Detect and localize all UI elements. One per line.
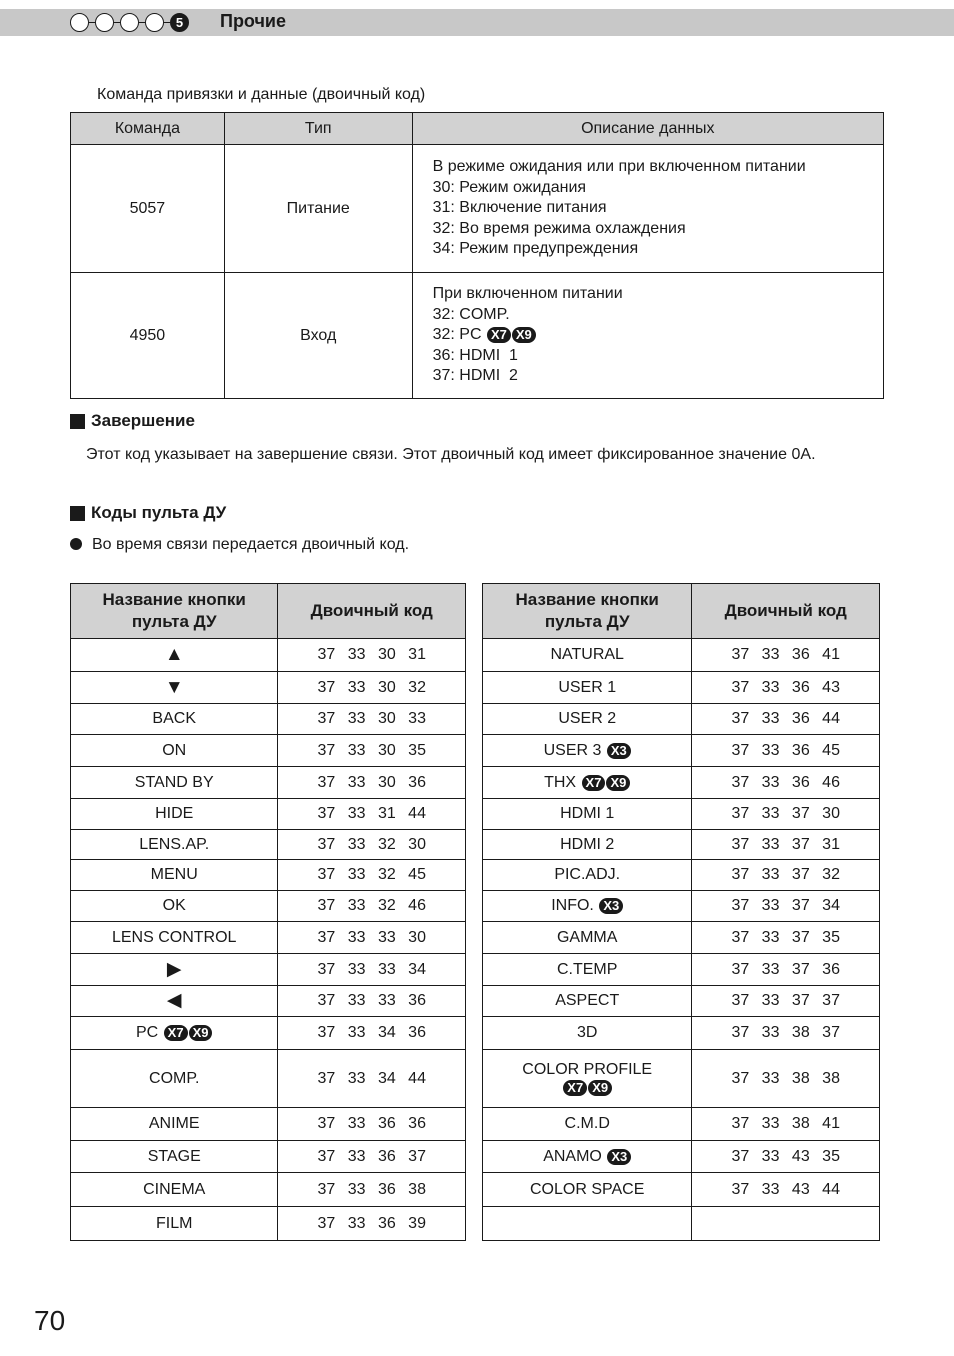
binary-code: 37 33 36 37 xyxy=(278,1141,466,1173)
binary-code: 37 33 33 30 xyxy=(278,922,466,954)
description-line: 32: PC X7 X9 xyxy=(433,325,883,346)
table-row xyxy=(71,145,884,273)
description-line: При включенном питании xyxy=(432,285,623,303)
binary-code: 37 33 37 37 xyxy=(692,986,880,1017)
table-row xyxy=(71,891,466,922)
table-row xyxy=(71,1017,466,1050)
binary-code: 37 33 37 34 xyxy=(692,891,880,922)
command-description xyxy=(412,273,883,399)
binary-code: 37 33 37 31 xyxy=(692,830,880,860)
command-type: Питание xyxy=(224,145,412,273)
model-badge: X7 xyxy=(487,327,511,343)
button-name: C.TEMP xyxy=(483,954,692,986)
button-name: ON xyxy=(71,735,278,767)
binary-code: 37 33 36 39 xyxy=(278,1207,466,1241)
step-circle-current: 5 xyxy=(170,13,189,32)
button-name: ◀ xyxy=(71,986,278,1017)
binary-code: 37 33 36 46 xyxy=(692,767,880,799)
button-name: USER 1 xyxy=(483,672,692,704)
step-circle-1 xyxy=(70,13,89,32)
step-circle-4 xyxy=(145,13,164,32)
binary-code: 37 33 32 46 xyxy=(278,891,466,922)
table-row xyxy=(71,1141,466,1173)
binary-code: 37 33 32 30 xyxy=(278,830,466,860)
binary-code: 37 33 37 30 xyxy=(692,799,880,830)
button-name: ASPECT xyxy=(483,986,692,1017)
model-badge: X9 xyxy=(512,327,536,343)
table-row xyxy=(71,704,466,735)
binary-code: 37 33 32 45 xyxy=(278,860,466,891)
binary-code: 37 33 38 38 xyxy=(692,1050,880,1108)
description-line: 37: HDMI 2 xyxy=(432,367,518,385)
button-name: GAMMA xyxy=(483,922,692,954)
binary-code: 37 33 43 35 xyxy=(692,1141,880,1173)
button-name: ▲ xyxy=(71,639,278,672)
binary-code: 37 33 33 36 xyxy=(278,986,466,1017)
binary-code: 37 33 30 31 xyxy=(278,639,466,672)
binary-code: 37 33 30 35 xyxy=(278,735,466,767)
table-row xyxy=(71,273,884,399)
section-step-indicator xyxy=(70,11,189,34)
button-name: FILM xyxy=(71,1207,278,1241)
command-description xyxy=(412,145,883,273)
description-line: 31: Включение питания xyxy=(432,199,607,217)
table-row xyxy=(71,672,466,704)
step-circle-3 xyxy=(120,13,139,32)
button-name: CINEMA xyxy=(71,1173,278,1207)
description-line: 34: Режим предупреждения xyxy=(432,240,639,258)
button-name: USER 2 xyxy=(483,704,692,735)
remote-codes-note: Во время связи передается двоичный код. xyxy=(70,536,409,554)
binary-code: 37 33 36 43 xyxy=(692,672,880,704)
termination-heading: Завершение xyxy=(70,411,195,431)
button-name: 3D xyxy=(483,1017,692,1050)
header-description: Описание данных xyxy=(412,113,883,145)
table-row xyxy=(483,986,880,1017)
description-line: В режиме ожидания или при включенном питании xyxy=(432,158,806,176)
command-code: 5057 xyxy=(71,145,225,273)
binary-code: 37 33 38 41 xyxy=(692,1108,880,1141)
table-row xyxy=(71,954,466,986)
command-table-header xyxy=(71,113,884,145)
description-line: 32: COMP. xyxy=(432,305,510,323)
table-row xyxy=(71,639,466,672)
binary-code: 37 33 36 38 xyxy=(278,1173,466,1207)
header-button-name: Название кнопки пульта ДУ xyxy=(483,584,692,639)
table-row xyxy=(71,922,466,954)
binary-code: 37 33 37 32 xyxy=(692,860,880,891)
button-name: PC X7 X9 xyxy=(71,1017,278,1050)
binary-code: 37 33 37 35 xyxy=(692,922,880,954)
model-badge: X9 xyxy=(588,1080,612,1096)
table-row xyxy=(71,767,466,799)
step-circle-2 xyxy=(95,13,114,32)
binary-code: 37 33 37 36 xyxy=(692,954,880,986)
button-name: COLOR SPACE xyxy=(483,1173,692,1207)
button-name: PIC.ADJ. xyxy=(483,860,692,891)
model-badge: X3 xyxy=(607,743,631,759)
table-row xyxy=(483,891,880,922)
binary-code: 37 33 36 41 xyxy=(692,639,880,672)
table-row xyxy=(483,1050,880,1108)
remote-table-header xyxy=(71,584,466,639)
remote-codes-heading: Коды пульта ДУ xyxy=(70,503,226,523)
bullet-icon xyxy=(70,538,82,550)
button-name: THX X7 X9 xyxy=(483,767,692,799)
button-name: USER 3 X3 xyxy=(483,735,692,767)
table-row xyxy=(483,735,880,767)
table-row xyxy=(71,1207,466,1241)
command-type: Вход xyxy=(224,273,412,399)
binary-code: 37 33 36 44 xyxy=(692,704,880,735)
header-binary-code: Двоичный код xyxy=(278,584,466,639)
button-name: STAGE xyxy=(71,1141,278,1173)
section-title: Прочие xyxy=(220,11,287,31)
binary-code: 37 33 30 32 xyxy=(278,672,466,704)
button-name: C.M.D xyxy=(483,1108,692,1141)
command-table-caption: Команда привязки и данные (двоичный код) xyxy=(97,86,426,103)
table-row xyxy=(483,1173,880,1207)
model-badge: X9 xyxy=(606,775,630,791)
command-code: 4950 xyxy=(71,273,225,399)
page-number: 70 xyxy=(34,1305,66,1336)
table-row xyxy=(483,672,880,704)
binary-code: 37 33 43 44 xyxy=(692,1173,880,1207)
table-row xyxy=(71,830,466,860)
model-badge: X9 xyxy=(189,1025,213,1041)
square-bullet-icon xyxy=(70,414,85,429)
button-name: COMP. xyxy=(71,1050,278,1108)
table-row xyxy=(71,860,466,891)
header-command: Команда xyxy=(71,113,225,145)
button-name: HDMI 2 xyxy=(483,830,692,860)
table-row xyxy=(483,860,880,891)
button-name: ANAMO X3 xyxy=(483,1141,692,1173)
binary-code: 37 33 36 45 xyxy=(692,735,880,767)
binary-code: 37 33 36 36 xyxy=(278,1108,466,1141)
table-row xyxy=(483,639,880,672)
button-name xyxy=(483,1207,692,1241)
table-row xyxy=(71,986,466,1017)
table-row xyxy=(483,767,880,799)
table-row xyxy=(483,1017,880,1050)
button-name: MENU xyxy=(71,860,278,891)
table-row xyxy=(71,735,466,767)
button-name: HDMI 1 xyxy=(483,799,692,830)
binary-code: 37 33 30 36 xyxy=(278,767,466,799)
description-line: 32: Во время режима охлаждения xyxy=(432,219,686,237)
table-row xyxy=(483,1108,880,1141)
binary-code: 37 33 30 33 xyxy=(278,704,466,735)
description-line: 30: Режим ожидания xyxy=(432,178,587,196)
button-name: COLOR PROFILE X7 X9 xyxy=(483,1050,692,1108)
table-row xyxy=(71,1050,466,1108)
model-badge: X3 xyxy=(607,1149,631,1165)
header-button-name: Название кнопки пульта ДУ xyxy=(71,584,278,639)
model-badge: X7 xyxy=(164,1025,188,1041)
model-badge: X7 xyxy=(563,1080,587,1096)
model-badge: X3 xyxy=(599,898,623,914)
remote-codes-table-left xyxy=(70,583,466,1241)
table-row xyxy=(483,1141,880,1173)
table-row xyxy=(71,1108,466,1141)
table-row xyxy=(483,954,880,986)
button-name: ▼ xyxy=(71,672,278,704)
table-row xyxy=(483,1207,880,1241)
button-name: ▶ xyxy=(71,954,278,986)
square-bullet-icon xyxy=(70,506,85,521)
binary-code: 37 33 34 36 xyxy=(278,1017,466,1050)
button-name: BACK xyxy=(71,704,278,735)
table-row xyxy=(483,799,880,830)
binary-code: 37 33 31 44 xyxy=(278,799,466,830)
button-name: OK xyxy=(71,891,278,922)
header-type: Тип xyxy=(224,113,412,145)
table-row xyxy=(483,704,880,735)
button-name: INFO. X3 xyxy=(483,891,692,922)
button-name: LENS.AP. xyxy=(71,830,278,860)
model-badge: X7 xyxy=(582,775,606,791)
button-name: LENS CONTROL xyxy=(71,922,278,954)
description-line: 36: HDMI 1 xyxy=(432,346,518,364)
remote-codes-table-right xyxy=(482,583,880,1241)
button-name: NATURAL xyxy=(483,639,692,672)
binary-code xyxy=(692,1207,880,1241)
table-row xyxy=(71,1173,466,1207)
button-name: STAND BY xyxy=(71,767,278,799)
remote-table-header xyxy=(483,584,880,639)
termination-text: Этот код указывает на завершение связи. Этот двоичный код имеет фиксированное значение 0A. xyxy=(86,446,816,463)
command-table xyxy=(70,112,884,399)
table-row xyxy=(71,799,466,830)
table-row xyxy=(483,922,880,954)
button-name: HIDE xyxy=(71,799,278,830)
binary-code: 37 33 34 44 xyxy=(278,1050,466,1108)
header-binary-code: Двоичный код xyxy=(692,584,880,639)
binary-code: 37 33 33 34 xyxy=(278,954,466,986)
button-name: ANIME xyxy=(71,1108,278,1141)
table-row xyxy=(483,830,880,860)
binary-code: 37 33 38 37 xyxy=(692,1017,880,1050)
